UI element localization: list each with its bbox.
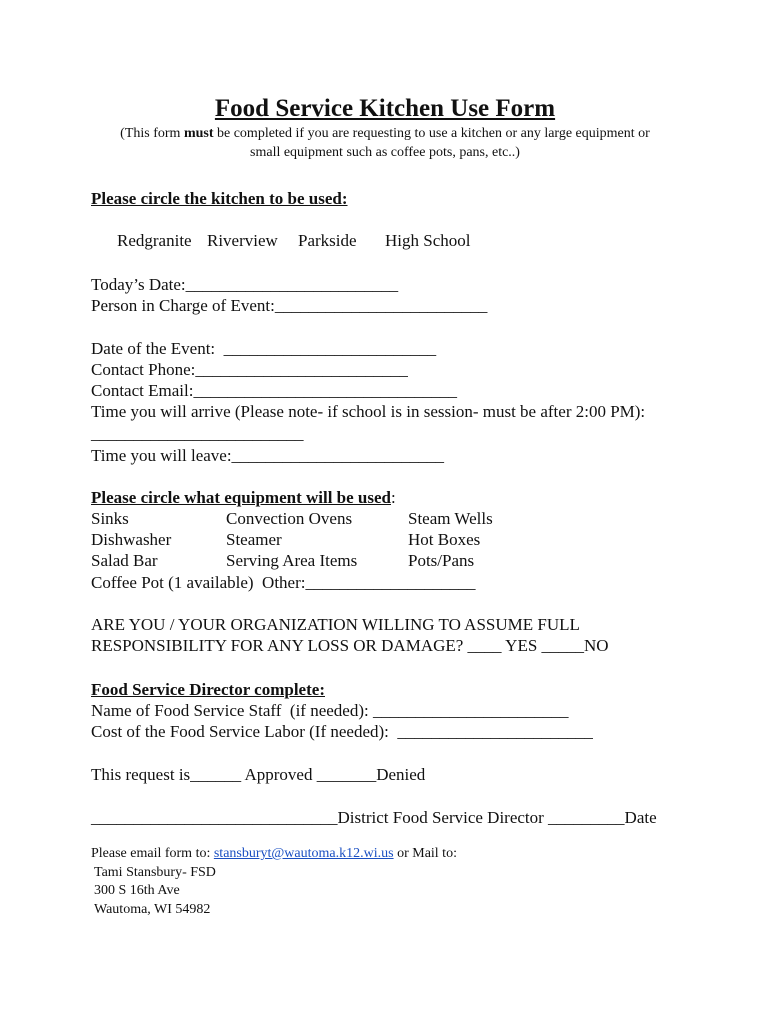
contact-phone-field[interactable]: Contact Phone:_________________________ <box>91 360 408 379</box>
leave-time-field[interactable]: Time you will leave:_________________________ <box>91 446 445 465</box>
mail-street: 300 S 16th Ave <box>94 883 180 898</box>
equipment-option-hot-boxes[interactable]: Hot Boxes <box>408 530 481 549</box>
coffee-pot-other-field[interactable]: Coffee Pot (1 available) Other:____________________ <box>91 573 476 592</box>
responsibility-question-line1: ARE YOU / YOUR ORGANIZATION WILLING TO ASSUME FULL <box>91 615 580 634</box>
contact-email-field[interactable]: Contact Email:_______________________________ <box>91 381 457 400</box>
equipment-option-convection-ovens[interactable]: Convection Ovens <box>226 509 353 528</box>
form-title: Food Service Kitchen Use Form <box>214 95 556 122</box>
director-signature-line[interactable]: _____________________________District Food Service Director _________Date <box>91 808 657 827</box>
person-in-charge-field[interactable]: Person in Charge of Event:_________________________ <box>91 296 488 315</box>
responsibility-question-line2[interactable]: RESPONSIBILITY FOR ANY LOSS OR DAMAGE? ____ YES _____NO <box>91 636 609 655</box>
equipment-option-sinks[interactable]: Sinks <box>91 509 129 528</box>
request-status-field[interactable]: This request is______ Approved _______Denied <box>91 765 426 784</box>
arrive-time-label: Time you will arrive (Please note- if school is in session- must be after 2:00 PM): <box>91 402 646 421</box>
subtitle-emphasis: must <box>183 126 214 141</box>
equipment-option-salad-bar[interactable]: Salad Bar <box>91 551 158 570</box>
equipment-option-serving-area-items[interactable]: Serving Area Items <box>226 551 358 570</box>
email-prefix: Please email form to: <box>91 846 214 861</box>
kitchen-option-parkside[interactable]: Parkside <box>298 231 357 250</box>
event-date-field[interactable]: Date of the Event: _________________________ <box>91 339 437 358</box>
equipment-heading <box>91 488 396 508</box>
equipment-heading-text: Please circle what equipment will be used <box>91 488 391 507</box>
director-heading: Food Service Director complete: <box>91 680 325 699</box>
equipment-option-steamer[interactable]: Steamer <box>226 530 282 549</box>
labor-cost-field[interactable]: Cost of the Food Service Labor (If needed): _______________________ <box>91 722 593 741</box>
mail-recipient: Tami Stansbury- FSD <box>94 865 216 880</box>
kitchen-heading: Please circle the kitchen to be used: <box>91 189 348 208</box>
equipment-option-dishwasher[interactable]: Dishwasher <box>91 530 172 549</box>
staff-name-field[interactable]: Name of Food Service Staff (if needed): _______________________ <box>91 701 569 720</box>
equipment-option-steam-wells[interactable]: Steam Wells <box>408 509 493 528</box>
equipment-heading-colon: : <box>391 488 396 507</box>
email-suffix: or Mail to: <box>393 846 457 861</box>
form-subtitle-line2: small equipment such as coffee pots, pans, etc..) <box>250 145 520 160</box>
mail-city: Wautoma, WI 54982 <box>94 902 211 917</box>
subtitle-text: (This form <box>120 126 184 141</box>
kitchen-option-redgranite[interactable]: Redgranite <box>117 231 192 250</box>
kitchen-option-high-school[interactable]: High School <box>385 231 471 250</box>
email-link[interactable]: stansburyt@wautoma.k12.wi.us <box>213 846 394 861</box>
email-instruction <box>91 846 457 862</box>
form-subtitle-line1 <box>0 126 770 142</box>
subtitle-text: be completed if you are requesting to use a kitchen or any large equipment or <box>213 126 650 141</box>
arrive-time-field[interactable]: _________________________ <box>91 424 304 443</box>
todays-date-field[interactable]: Today’s Date:_________________________ <box>91 275 399 294</box>
kitchen-option-riverview[interactable]: Riverview <box>207 231 278 250</box>
equipment-option-pots-pans[interactable]: Pots/Pans <box>408 551 475 570</box>
